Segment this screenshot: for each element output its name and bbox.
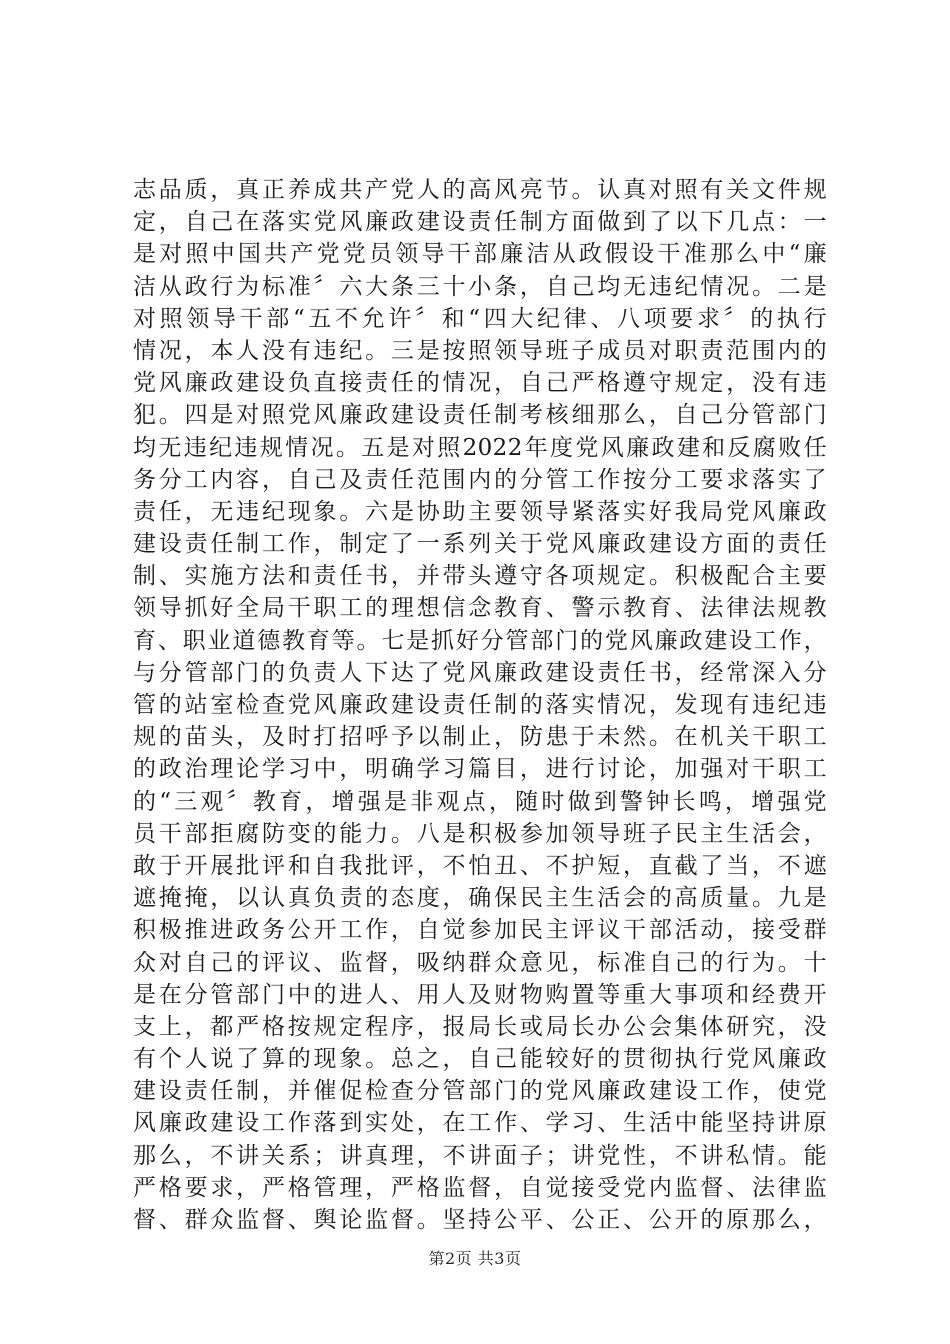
text-line: 有个人说了算的现象。总之，自己能较好的贯彻执行党风廉政	[133, 1046, 827, 1073]
text-line: 那么，不讲关系；讲真理，不讲面子；讲党性，不讲私情。能	[133, 1142, 827, 1169]
text-line: 制、实施方法和责任书，并带头遵守各项规定。积极配合主要	[133, 563, 827, 590]
text-line: 定，自己在落实党风廉政建设责任制方面做到了以下几点：一	[133, 209, 827, 236]
text-line: 是在分管部门中的进人、用人及财物购置等重大事项和经费开	[133, 981, 827, 1008]
page-number-footer: 第2页 共3页	[428, 1249, 522, 1268]
text-line: 员干部拒腐防变的能力。八是积极参加领导班子民主生活会，	[133, 820, 827, 847]
text-line: 的政治理论学习中，明确学习篇目，进行讨论，加强对干职工	[133, 756, 827, 783]
text-line: 规的苗头，及时打招呼予以制止，防患于未然。在机关干职工	[133, 724, 827, 751]
text-line: 建设责任制工作，制定了一系列关于党风廉政建设方面的责任	[133, 531, 827, 558]
text-line: 敢于开展批评和自我批评，不怕丑、不护短，直截了当，不遮	[133, 852, 827, 879]
text-line: 督、群众监督、舆论监督。坚持公平、公正、公开的原那么，	[133, 1207, 827, 1233]
text-line: 志品质，真正养成共产党人的高风亮节。认真对照有关文件规	[133, 177, 827, 203]
text-line: 遮掩掩，以认真负责的态度，确保民主生活会的高质量。九是	[133, 885, 827, 912]
text-line: 党风廉政建设负直接责任的情况，自己严格遵守规定，没有违	[133, 370, 827, 397]
text-line: 是对照中国共产党党员领导干部廉洁从政假设干准那么中“廉	[133, 241, 827, 268]
text-line: 洁从政行为标准〞六大条三十小条，自己均无违纪情况。二是	[133, 273, 827, 300]
text-line: 管的站室检查党风廉政建设责任制的落实情况，发现有违纪违	[133, 692, 827, 718]
text-line: 对照领导干部“五不允许〞和“四大纪律、八项要求〞的执行	[133, 305, 827, 332]
text-line: 众对自己的评议、监督，吸纳群众意见，标准自己的行为。十	[133, 949, 827, 976]
document-body	[133, 174, 827, 1236]
text-line: 情况，本人没有违纪。三是按照领导班子成员对职责范围内的	[133, 337, 827, 364]
text-line: 务分工内容，自己及责任范围内的分管工作按分工要求落实了	[133, 466, 827, 493]
text-line: 与分管部门的负责人下达了党风廉政建设责任书，经常深入分	[133, 659, 827, 686]
text-line: 育、职业道德教育等。七是抓好分管部门的党风廉政建设工作，	[133, 627, 827, 654]
text-line: 支上，都严格按规定程序，报局长或局长办公会集体研究，没	[133, 1013, 827, 1040]
text-line: 均无违纪违规情况。五是对照2022年度党风廉政建和反腐败任	[133, 434, 827, 461]
text-line: 风廉政建设工作落到实处，在工作、学习、生活中能坚持讲原	[133, 1110, 827, 1137]
text-line: 严格要求，严格管理，严格监督，自觉接受党内监督、法律监	[133, 1174, 827, 1201]
text-line: 积极推进政务公开工作，自觉参加民主评议干部活动，接受群	[133, 917, 827, 944]
text-line: 犯。四是对照党风廉政建设责任制考核细那么，自己分管部门	[133, 402, 827, 429]
text-line: 领导抓好全局干职工的理想信念教育、警示教育、法律法规教	[133, 595, 827, 622]
text-line: 责任，无违纪现象。六是协助主要领导紧落实好我局党风廉政	[133, 498, 827, 525]
text-line: 的“三观〞教育，增强是非观点，随时做到警钟长鸣，增强党	[133, 788, 827, 815]
text-line: 建设责任制，并催促检查分管部门的党风廉政建设工作，使党	[133, 1078, 827, 1105]
